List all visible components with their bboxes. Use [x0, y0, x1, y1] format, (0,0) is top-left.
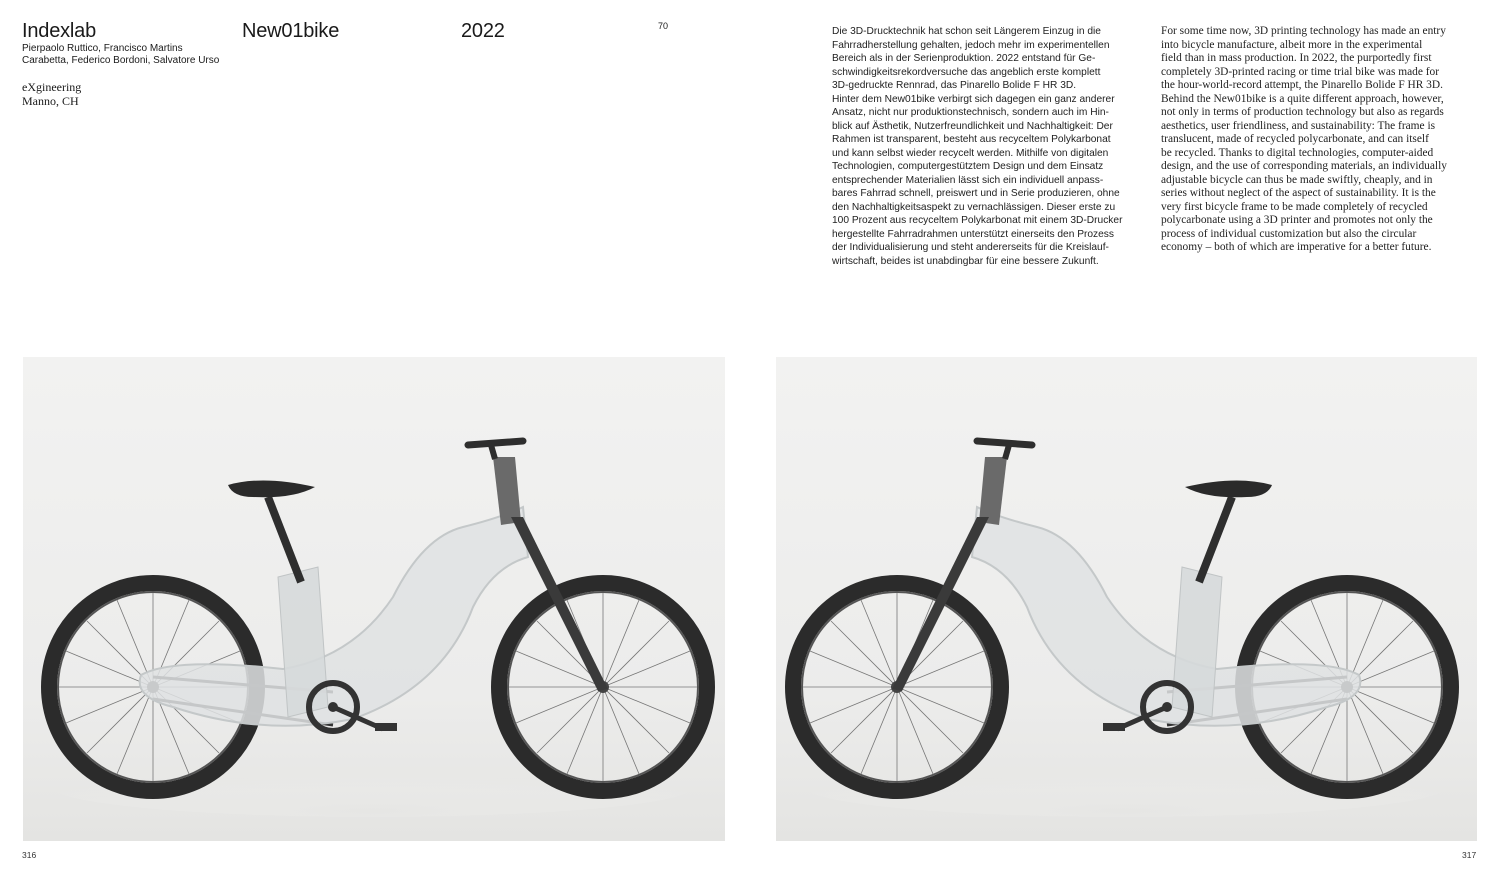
text-line: bares Fahrrad schnell, preiswert und in Serie produzieren, ohne	[832, 188, 1120, 199]
text-line: For some time now, 3D printing technology has made an entry	[1161, 25, 1446, 37]
text-line: translucent, made of recycled polycarbonate, and can itself	[1161, 133, 1429, 145]
page-number-right: 317	[1462, 850, 1477, 860]
project-name: New01bike	[242, 20, 340, 42]
company-location: Manno, CH	[22, 94, 79, 108]
text-line: aesthetics, user friendliness, and sustainability: The frame is	[1161, 119, 1436, 132]
text-line: Technologien, computergestütztem Design und dem Einsatz	[832, 161, 1104, 172]
text-line: be recycled. Thanks to digital technologies, computer-aided	[1161, 146, 1434, 159]
text-line: Behind the New01bike is a quite different approach, however,	[1161, 92, 1444, 105]
designers-line: Carabetta, Federico Bordoni, Salvatore Urso	[22, 54, 220, 66]
text-line: process of individual customization but also the circular	[1161, 227, 1417, 240]
text-line: Die 3D-Drucktechnik hat schon seit Längerem Einzug in die	[832, 26, 1101, 37]
bike-photo-left	[23, 357, 725, 841]
text-line: der Individualisierung und steht andererseits für die Kreislauf-	[832, 242, 1109, 253]
text-line: entsprechender Materialien lässt sich ein individuell anpass-	[832, 174, 1104, 186]
text-line: und kann selbst wieder recycelt werden. Mithilfe von digitalen	[832, 147, 1109, 159]
text-line: completely 3D-printed racing or time trial bike was made for	[1161, 65, 1440, 78]
text-line: the hour-world-record attempt, the Pinarello Bolide F HR 3D.	[1161, 79, 1443, 91]
text-line: 100 Prozent aus recyceltem Polykarbonat mit einem 3D-Drucker	[832, 215, 1123, 226]
text-line: Ansatz, nicht nur produktionstechnisch, sondern auch im Hin-	[832, 107, 1109, 118]
bicycle-illustration	[23, 357, 725, 841]
text-line: field than in mass production. In 2022, the purportedly first	[1161, 52, 1432, 64]
text-line: series without neglect of the aspect of sustainability. It is the	[1161, 187, 1436, 199]
studio-name: Indexlab	[22, 20, 97, 42]
entry-number: 70	[658, 21, 669, 31]
text-line: design, and the use of corresponding materials, an individually	[1161, 160, 1447, 172]
text-line: wirtschaft, beides ist unabdingbar für eine bessere Zukunft.	[832, 255, 1099, 267]
text-line: blick auf Ästhetik, Nutzerfreundlichkeit und Nachhaltigkeit: Der	[832, 120, 1113, 132]
text-line: 3D-gedruckte Rennrad, das Pinarello Bolide F HR 3D.	[832, 80, 1077, 91]
german-text	[832, 25, 1128, 268]
bicycle-illustration	[776, 357, 1477, 841]
text-line: into bicycle manufacture, albeit more in the experimental	[1161, 38, 1423, 51]
company-block	[22, 80, 81, 108]
text-line: schwindigkeitsrekordversuche das angeblich erste komplett	[832, 66, 1101, 78]
text-line: Bereich als in der Serienproduktion. 2022 entstand für Ge-	[832, 53, 1096, 64]
page-number-left: 316	[22, 850, 37, 860]
text-line: Rahmen ist transparent, besteht aus recyceltem Polykarbonat	[832, 134, 1111, 145]
text-line: polycarbonate using a 3D printer and promotes not only the	[1161, 214, 1433, 226]
text-line: adjustable bicycle can thus be made swiftly, cheaply, and in	[1161, 173, 1433, 186]
project-year: 2022	[461, 20, 505, 42]
text-line: economy – both of which are imperative for a better future.	[1161, 241, 1432, 253]
text-line: very first bicycle frame to be made completely of recycled	[1161, 200, 1428, 213]
text-line: Hinter dem New01bike verbirgt sich dagegen ein ganz anderer	[832, 93, 1115, 105]
text-line: hergestellte Fahrradrahmen unterstützt einerseits den Prozess	[832, 228, 1114, 240]
designers	[22, 43, 219, 66]
text-line: not only in terms of production technology but also as regards	[1161, 106, 1444, 118]
designers-line: Pierpaolo Ruttico, Francisco Martins	[22, 43, 183, 54]
text-line: den Nachhaltigkeitsaspekt zu vernachlässigen. Dieser erste zu	[832, 201, 1116, 213]
english-text	[1161, 25, 1479, 255]
company-name: eXgineering	[22, 80, 82, 94]
bike-photo-right	[776, 357, 1477, 841]
text-line: Fahrradherstellung gehalten, jedoch mehr im experimentellen	[832, 39, 1110, 51]
